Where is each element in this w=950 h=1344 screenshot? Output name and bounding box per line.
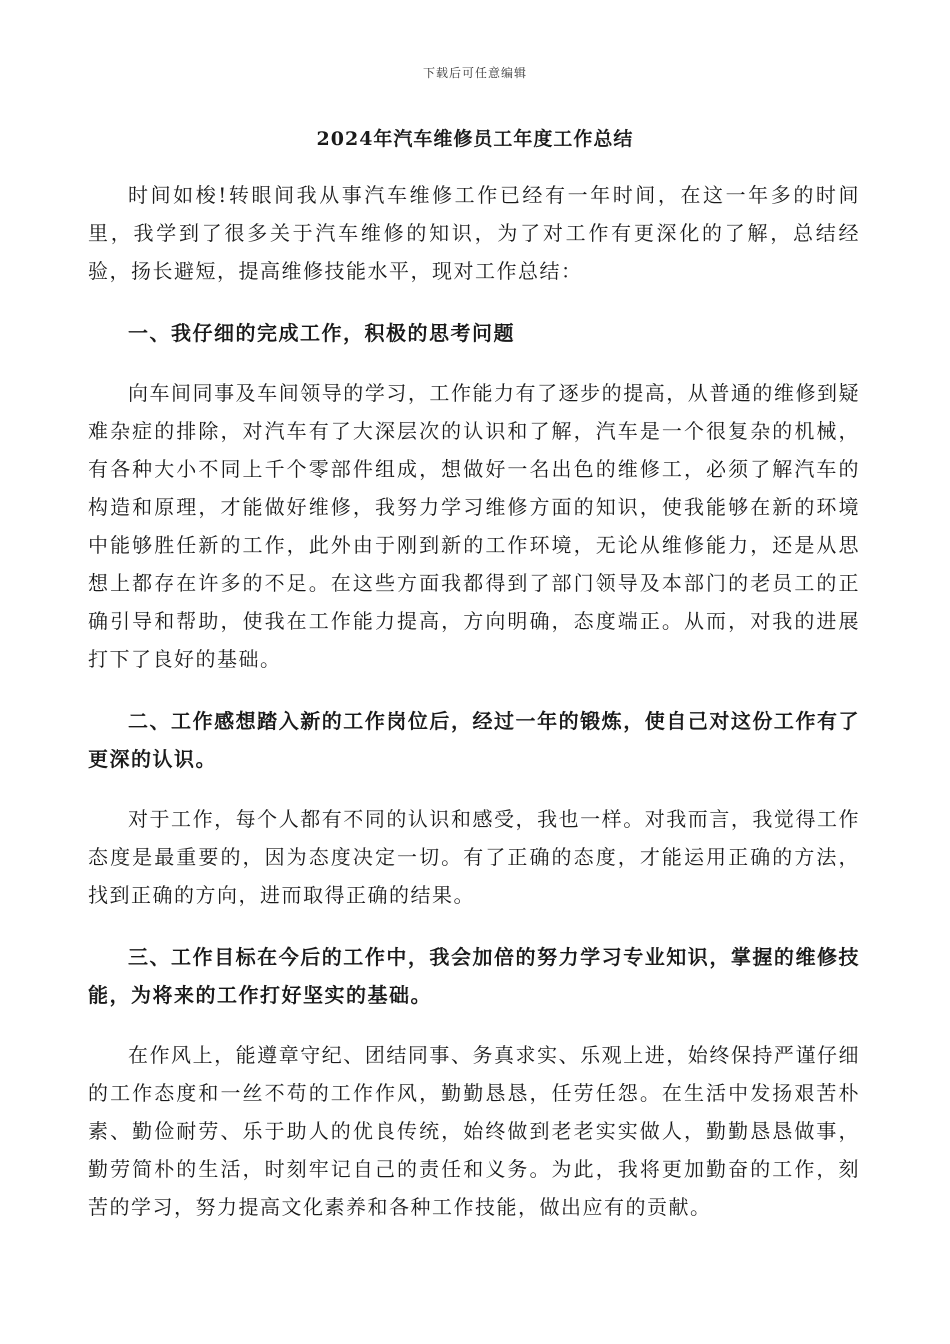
section-heading-3: 三、工作目标在今后的工作中，我会加倍的努力学习专业知识，掌握的维修技能，为将来的工作打好坚实的基础。 [88,945,860,1007]
spacer [88,678,860,702]
intro-paragraph: 时间如梭!转眼间我从事汽车维修工作已经有一年时间，在这一年多的时间里，我学到了很多关于汽车维修的知识，为了对工作有更深化的了解，总结经验，扬长避短，提高维修技能水平，现对工作总结： [88,183,860,283]
section-body-3: 在作风上，能遵章守纪、团结同事、务真求实、乐观上进，始终保持严谨仔细的工作态度和一丝不苟的工作作风，勤勤恳恳，任劳任怨。在生活中发扬艰苦朴素、勤俭耐劳、乐于助人的优良传统，始终做到老老实实做人，勤勤恳恳做事，勤劳简朴的生活，时刻牢记自己的责任和义务。为此，我将更加勤奋的工作，刻苦的学习，努力提高文化素养和各种工作技能，做出应有的贡献。 [88,1043,860,1219]
section-heading-1: 一、我仔细的完成工作，积极的思考问题 [128,321,515,345]
spacer [88,778,860,800]
spacer [88,914,860,938]
section-body-2: 对于工作，每个人都有不同的认识和感受，我也一样。对我而言，我觉得工作态度是最重要的，因为态度决定一切。有了正确的态度，才能运用正确的方法，找到正确的方向，进而取得正确的结果。 [88,807,860,907]
spacer [88,290,860,314]
document-title: 2024年汽车维修员工年度工作总结 [316,128,634,150]
section-body-1: 向车间同事及车间领导的学习，工作能力有了逐步的提高，从普通的维修到疑难杂症的排除，对汽车有了大深层次的认识和了解，汽车是一个很复杂的机械，有各种大小不同上千个零部件组成，想做好一名出色的维修工，必须了解汽车的构造和原理，才能做好维修，我努力学习维修方面的知识，使我能够在新的环境中能够胜任新的工作，此外由于刚到新的工作环境，无论从维修能力，还是从思想上都存在许多的不足。在这些方面我都得到了部门领导及本部门的老员工的正确引导和帮助，使我在工作能力提高，方向明确，态度端正。从而，对我的进展打下了良好的基础。 [88,381,860,671]
spacer [88,1014,860,1036]
section-heading-2: 二、工作感想踏入新的工作岗位后，经过一年的锻炼，使自己对这份工作有了更深的认识。 [88,709,860,771]
document-body [88,176,860,1226]
spacer [88,352,860,374]
header-note: 下载后可任意编辑 [422,66,527,80]
